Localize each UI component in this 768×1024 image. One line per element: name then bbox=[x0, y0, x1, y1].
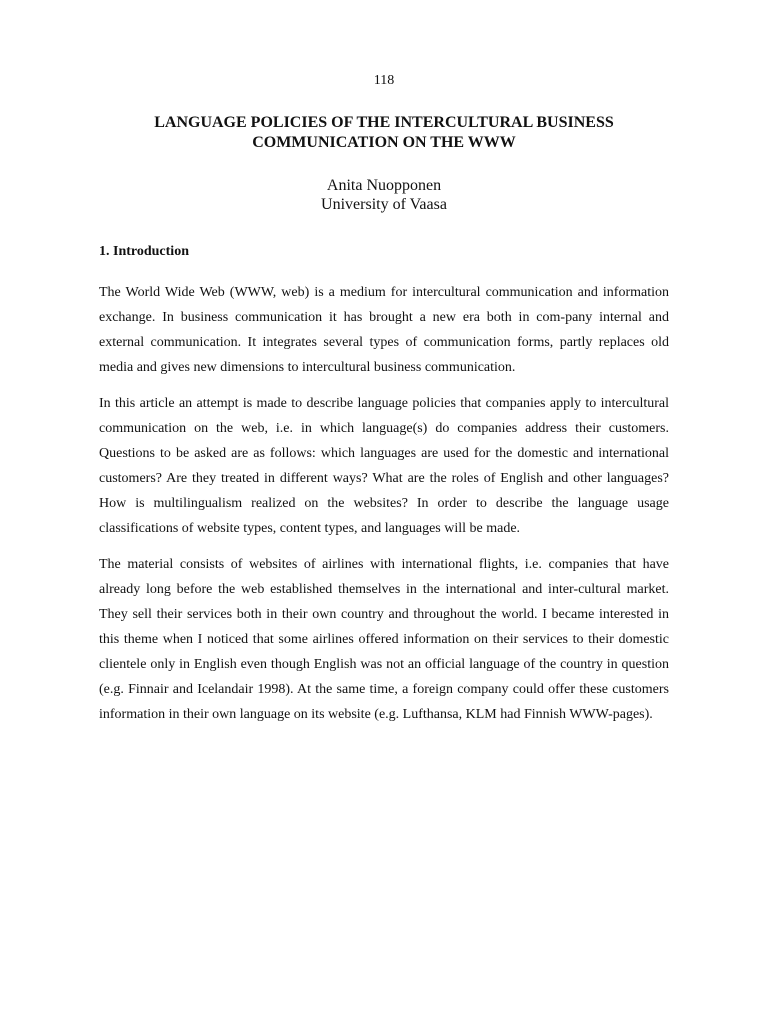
author-name: Anita Nuopponen bbox=[326, 177, 442, 194]
body-paragraph-2: In this article an attempt is made to describe language policies that companies apply to intercultural communication on the web, i.e. in which language(s) do companies address their customers. Questions to be asked are as follows: which languages are used for the domestic and international customers? Are they treated in different ways? What are the roles of English and other languages? How is multilingualism realized on the websites? In order to describe the language usage classifications of website types, content types, and languages will be made. bbox=[99, 396, 669, 536]
author-affiliation: University of Vaasa bbox=[321, 196, 447, 213]
article-title bbox=[99, 113, 669, 153]
body-paragraph-1: The World Wide Web (WWW, web) is a medium for intercultural communication and information exchange. In business communication it has brought a new era both in com-pany internal and external communication. It integrates several types of communication forms, partly replaces old media and gives new dimensions to intercultural business communication. bbox=[99, 285, 669, 375]
author-block bbox=[99, 176, 669, 214]
page-number: 118 bbox=[373, 73, 395, 88]
title-line-1: LANGUAGE POLICIES OF THE INTERCULTURAL BUSINESS bbox=[154, 114, 614, 131]
body-paragraph-3: The material consists of websites of airlines with international flights, i.e. companies that have already long before the web established themselves in the international and inter-cultural market. They sell their services both in their own country and throughout the world. I became interested in this theme when I noticed that some airlines offered information on their services to their domestic clientele only in English even though English was not an official language of the country in question (e.g. Finnair and Icelandair 1998). At the same time, a foreign company could offer these customers information in their own language on its website (e.g. Lufthansa, KLM had Finnish WWW-pages). bbox=[99, 557, 669, 722]
section-heading: 1. Introduction bbox=[99, 244, 189, 259]
title-line-2: COMMUNICATION ON THE WWW bbox=[252, 134, 516, 151]
